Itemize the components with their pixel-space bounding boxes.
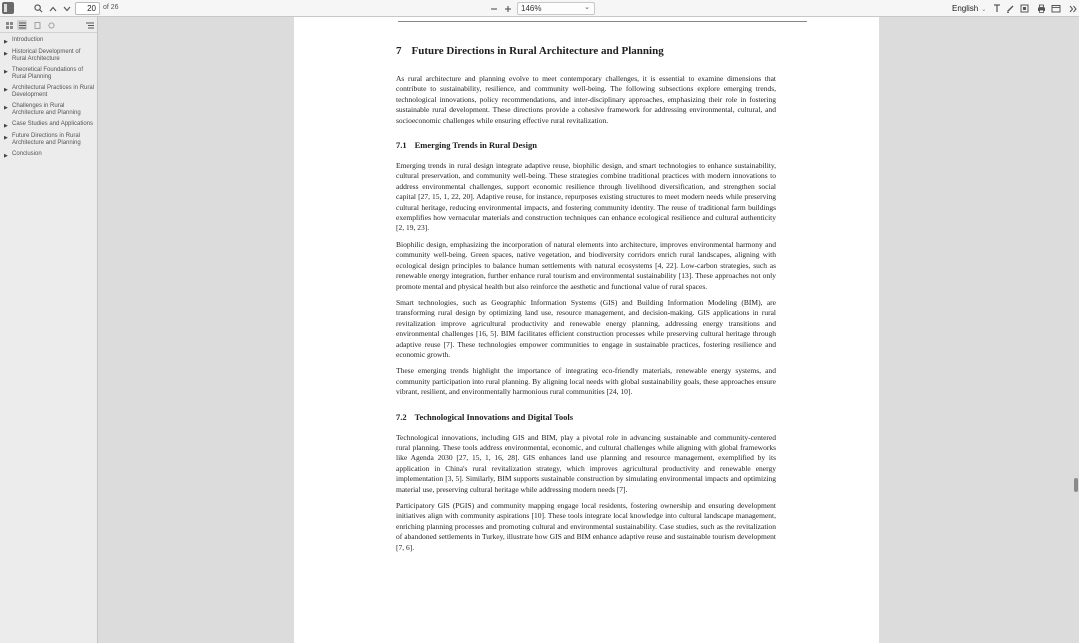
document-body	[396, 45, 776, 559]
outline-list	[0, 33, 97, 161]
outline-item[interactable]: ▶ Introduction	[4, 37, 44, 45]
save-icon[interactable]	[1051, 2, 1061, 15]
outline-tab-icon[interactable]	[17, 20, 27, 30]
page-number-input[interactable]	[75, 2, 100, 15]
outline-options-icon[interactable]	[85, 20, 95, 30]
draw-tool-icon[interactable]	[1006, 2, 1015, 15]
chevron-down-icon: ⌄	[981, 7, 987, 13]
paragraph: These emerging trends highlight the importance of integrating eco-friendly materials, renewable energy systems, and community participation into rural planning. By aligning local needs with global sustainability goals, these approaches ensure vibrant, resilient, and environmentally harmonious rural communities [24, 10].	[396, 366, 776, 397]
caret-right-icon[interactable]: ▶	[4, 69, 8, 75]
caret-right-icon[interactable]: ▶	[4, 87, 8, 93]
outline-item[interactable]: ▶ Architectural Practices in Rural Development	[4, 85, 95, 98]
caret-right-icon[interactable]: ▶	[4, 123, 8, 129]
section-number: 7	[396, 45, 402, 57]
caret-right-icon[interactable]: ▶	[4, 153, 8, 159]
search-icon[interactable]	[33, 2, 43, 15]
attachments-tab-icon[interactable]	[32, 20, 42, 30]
subsection-heading	[396, 412, 776, 422]
zoom-value: 146%	[521, 4, 542, 13]
zoom-in-icon[interactable]	[503, 2, 512, 15]
subsection-number: 7.1	[396, 140, 407, 151]
next-page-icon[interactable]	[62, 2, 71, 15]
layers-tab-icon[interactable]	[46, 20, 56, 30]
section-heading	[396, 45, 776, 57]
subsection-heading	[396, 140, 776, 150]
header-rule	[398, 21, 807, 22]
more-tools-icon[interactable]	[1068, 2, 1077, 15]
caret-right-icon[interactable]: ▶	[4, 51, 8, 57]
scrollbar-thumb[interactable]	[1074, 478, 1078, 492]
thumbnails-tab-icon[interactable]	[4, 20, 14, 30]
paragraph: Biophilic design, emphasizing the incorporation of natural elements into architecture, improves environmental harmony and community well-being. Green spaces, native vegetation, and biodiversity corridors enrich rural landscapes, aligning with ecological design principles to balance human settlements with natural ecosystems [4, 22]. Low-carbon strategies, such as renewable energy integration, further enhance rural tourism and environmental sustainability [13]. These approaches not only promote mental and physical health but also reinforce the aesthetic and functional value of rural spaces.	[396, 239, 776, 291]
caret-right-icon[interactable]: ▶	[4, 105, 8, 111]
outline-item[interactable]: ▶ Theoretical Foundations of Rural Planning	[4, 67, 84, 80]
print-icon[interactable]	[1037, 2, 1046, 15]
zoom-select[interactable]	[517, 2, 595, 15]
sidebar-toggle-icon[interactable]	[2, 2, 14, 14]
outline-item[interactable]: ▶ Future Directions in Rural Architecture and Planning	[4, 133, 81, 146]
section-title: Future Directions in Rural Architecture and Planning	[411, 45, 664, 57]
caret-right-icon[interactable]: ▶	[4, 39, 8, 45]
image-tool-icon[interactable]	[1020, 2, 1029, 15]
paragraph: Emerging trends in rural design integrate adaptive reuse, biophilic design, and smart technologies to enhance sustainability, cultural preservation, and community well-being. These strategies combine traditional practices with modern innovations to address environmental challenges, support economic resilience through livelihood diversification, and strengthen social capital [27, 15, 1, 22, 20]. Adaptive reuse, for instance, repurposes existing structures to meet modern needs while preserving cultural heritage, reducing environmental impacts, and fostering community identity. The reuse of traditional farm buildings exemplifies how vernacular materials and construction techniques can enhance ecological resilience and cultural authenticity [2, 19, 23].	[396, 161, 776, 233]
paragraph: Smart technologies, such as Geographic Information Systems (GIS) and Building Information Modeling (BIM), are transforming rural design by optimizing land use, resource management, and decision-making. GIS applications in rural revitalization improve agricultural productivity and renewable energy planning, addressing energy transitions and environmental challenges [16, 5]. BIM facilitates efficient construction processes while preserving cultural heritage through adaptive reuse [7]. These technologies empower communities to engage in sustainable practices, fostering resilience and economic growth.	[396, 297, 776, 359]
outline-item[interactable]: ▶ Case Studies and Applications	[4, 121, 94, 129]
subsection-title: Technological Innovations and Digital Tools	[414, 411, 574, 422]
subsection-title: Emerging Trends in Rural Design	[414, 140, 537, 151]
previous-page-icon[interactable]	[48, 2, 57, 15]
outline-item[interactable]: ▶ Historical Development of Rural Architecture	[4, 49, 81, 62]
subsection-number: 7.2	[396, 411, 407, 422]
caret-right-icon[interactable]: ▶	[4, 135, 8, 141]
outline-item[interactable]: ▶ Challenges in Rural Architecture and Planning	[4, 103, 81, 116]
language-select[interactable]	[952, 4, 986, 13]
zoom-out-icon[interactable]	[489, 2, 498, 15]
paragraph: Technological innovations, including GIS and BIM, play a pivotal role in advancing sustainable and community-centered rural planning. These tools address environmental, economic, and cultural challenges while aligning with global frameworks like Agenda 2030 [27, 15, 1, 16, 28]. GIS enhances land use planning and resource management, exemplified by its application in China's rural revitalization strategy, which improves agricultural productivity and renewable energy implementation [3, 5]. Similarly, BIM supports sustainable construction by simulating environmental impacts and optimizing material use, preserving cultural heritage while addressing modern needs [7].	[396, 432, 776, 494]
language-value: English	[952, 4, 979, 13]
document-page	[294, 17, 879, 643]
sidebar-tabs	[0, 17, 97, 33]
intro-paragraph: As rural architecture and planning evolve to meet contemporary challenges, it is essential to examine dimensions that contribute to sustainability, resilience, and community well-being. The following subsections explore emerging trends, technological innovations, policy recommendations, and inter-disciplinary approaches, emphasizing their role in fostering sustainable rural development. These directions provide a cohesive framework for addressing environmental, cultural, and socioeconomic challenges while ensuring effective rural revitalization.	[396, 74, 776, 125]
chevron-down-icon: ⌄	[584, 4, 590, 11]
paragraph: Participatory GIS (PGIS) and community mapping engage local residents, fostering ownership and ensuring development initiatives align with community aspirations [10]. These tools integrate local knowledge into cultural landscape management, enriching planning processes and promoting cultural and environmental sustainability. Case studies, such as the revitalization of abandoned settlements in Turkey, illustrate how GIS and BIM enhance adaptive reuse and sustainable tourism development [7, 6].	[396, 501, 776, 552]
page-total: of 26	[103, 4, 119, 11]
outline-item[interactable]: ▶ Conclusion	[4, 151, 42, 159]
toolbar	[0, 0, 1079, 17]
text-tool-icon[interactable]	[992, 2, 1001, 15]
sidebar	[0, 17, 98, 643]
